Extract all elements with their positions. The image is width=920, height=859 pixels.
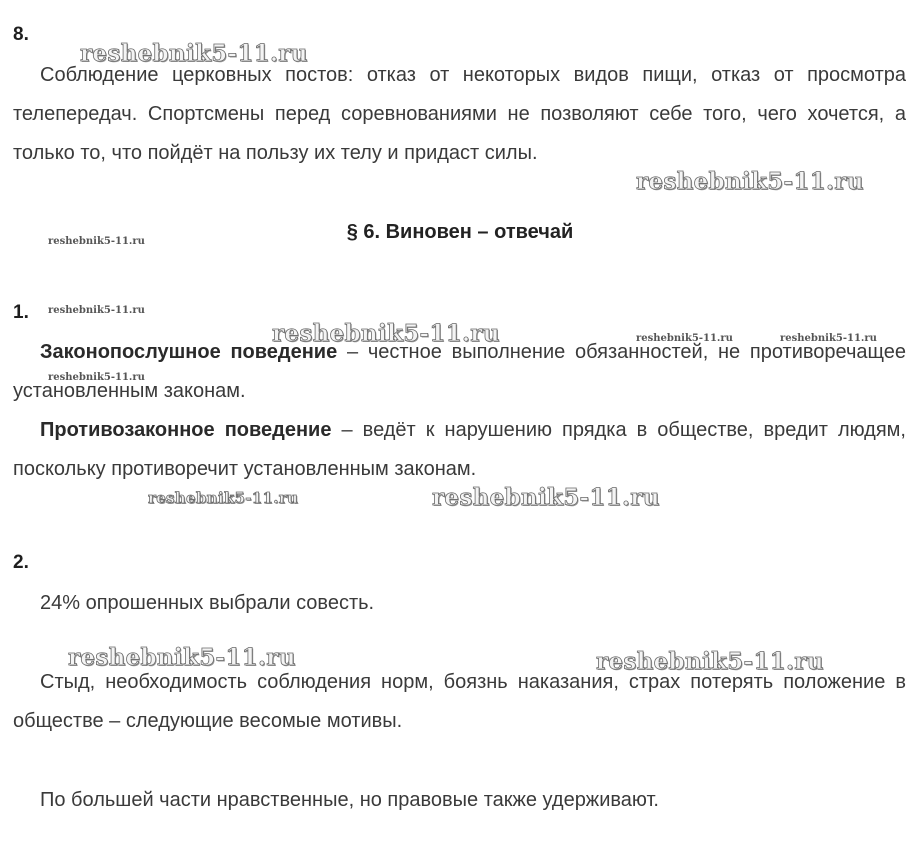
task-2-line-1: 24% опрошенных выбрали совесть.	[40, 592, 375, 614]
watermark-logo: reshebnik5-11.ru	[48, 305, 145, 316]
term-unlawful: Противозаконное поведение	[40, 419, 332, 441]
task-2-number: 2.	[13, 552, 29, 573]
watermark-logo: reshebnik5-11.ru	[68, 644, 296, 671]
term-law-abiding: Законопослушное поведение	[40, 341, 338, 363]
watermark-logo: reshebnik5-11.ru	[272, 320, 500, 347]
task-2-line-2: Стыд, необходимость соблюдения норм, боязнь наказания, страх потерять положение в обществе – следующие весомые мотивы.	[13, 671, 906, 732]
watermark-logo: reshebnik5-11.ru	[596, 648, 824, 675]
task-8-text: Соблюдение церковных постов: отказ от некоторых видов пищи, отказ от просмотра телепередач. Спортсмены перед соревнованиями не позволяют себе того, чего хочется, а только то, что пойдёт на пользу их телу и придаст силы.	[13, 64, 906, 164]
definition-law-abiding: – честное выполнение обязанностей, не противоречащее установленным законам.	[13, 341, 907, 402]
task-8-number: 8.	[13, 24, 29, 45]
task-2-line-3: По большей части нравственные, но правовые также удерживают.	[40, 789, 659, 811]
watermark-logo: reshebnik5-11.ru	[636, 333, 733, 344]
task-1-definition-2	[13, 411, 906, 489]
watermark-logo: reshebnik5-11.ru	[48, 372, 145, 383]
section-heading: § 6. Виновен – отвечай	[346, 221, 574, 243]
definition-unlawful: – ведёт к нарушению прядка в обществе, вредит людям, поскольку противоречит установленным законам.	[13, 419, 906, 480]
watermark-logo: reshebnik5-11.ru	[780, 333, 877, 344]
watermark-logo: reshebnik5-11.ru	[636, 168, 864, 195]
task-1-number: 1.	[13, 302, 29, 323]
watermark-logo: reshebnik5-11.ru	[148, 489, 299, 507]
watermark-logo: reshebnik5-11.ru	[48, 236, 145, 247]
watermark-logo: reshebnik5-11.ru	[432, 484, 660, 511]
watermark-logo: reshebnik5-11.ru	[80, 40, 308, 67]
